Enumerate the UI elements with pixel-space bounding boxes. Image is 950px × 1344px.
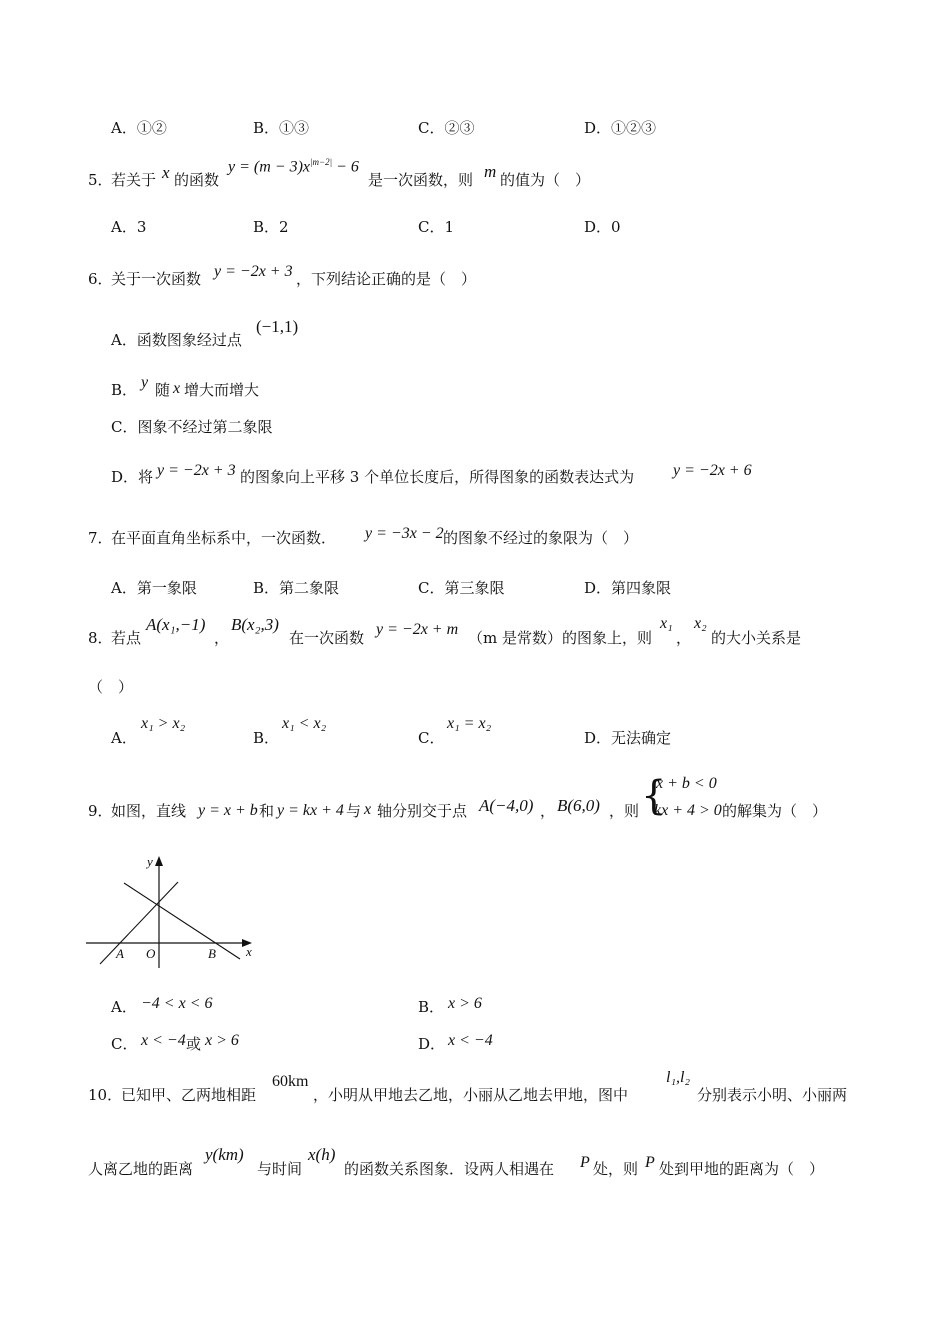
q10-text-1: 已知甲、乙两地相距 bbox=[121, 1086, 257, 1104]
q10-text-2: ，小明从甲地去乙地，小丽从乙地去甲地，图中 bbox=[313, 1086, 629, 1104]
q7-option-c[interactable]: C．第三象限 bbox=[418, 579, 505, 597]
q9-inequality-2: kx + 4 > 0 bbox=[654, 802, 722, 819]
q7-number: 7． bbox=[88, 529, 113, 547]
q8-comma: ， bbox=[214, 629, 230, 647]
q7-option-d[interactable]: D．第四象限 bbox=[584, 579, 672, 597]
q5-text-1: 若关于 bbox=[111, 171, 157, 189]
q9-comma: ， bbox=[540, 802, 556, 820]
q9-option-c-formula-2: x > 6 bbox=[205, 1032, 239, 1049]
q9-option-b[interactable]: B． bbox=[418, 998, 445, 1016]
q6-option-b-tail: 增大而增大 bbox=[184, 381, 260, 399]
q6-option-a-point: (−1,1) bbox=[256, 317, 299, 336]
q8-option-c[interactable]: C． bbox=[418, 729, 445, 747]
q5-text-4: 的值为（ ） bbox=[500, 171, 591, 189]
q10-line2-text-4: 处，则 bbox=[593, 1160, 639, 1178]
q9-system-brace: { bbox=[641, 773, 667, 819]
q10-lines: l₁,l₂ bbox=[666, 1069, 691, 1086]
q10-y-unit: y(km) bbox=[205, 1145, 244, 1164]
q9-option-c-formula-1: x < −4 bbox=[141, 1032, 186, 1049]
q9-text-1: 如图，直线 bbox=[111, 802, 187, 820]
q8-text-4: 的大小关系是 bbox=[711, 629, 802, 647]
q8-formula: y = −2x + m bbox=[376, 621, 459, 638]
q6-option-c[interactable]: C．图象不经过第二象限 bbox=[111, 418, 273, 436]
q6-option-b[interactable]: B． bbox=[111, 381, 138, 399]
q4-option-b[interactable]: B．①③ bbox=[253, 119, 310, 137]
q8-option-a[interactable]: A． bbox=[111, 729, 137, 747]
q6-option-b-x: x bbox=[173, 380, 181, 397]
q10-p-2: P bbox=[645, 1154, 655, 1171]
q8-text-3: （m 是常数）的图象上，则 bbox=[468, 629, 652, 647]
q9-formula-1: y = x + b bbox=[198, 802, 258, 819]
q5-text-2: 的函数 bbox=[174, 171, 220, 189]
q8-point-a: A(x₁,−1) bbox=[146, 615, 206, 634]
q9-graph-line-1 bbox=[100, 882, 178, 964]
q9-graph-b-label: B bbox=[208, 946, 216, 961]
q9-option-a[interactable]: A． bbox=[111, 998, 137, 1016]
q6-option-a[interactable]: A．函数图象经过点 bbox=[111, 331, 242, 349]
q9-graph-a-label: A bbox=[116, 946, 124, 961]
q4-option-a[interactable]: A．①② bbox=[111, 119, 167, 137]
q8-point-b: B(x₂,3) bbox=[231, 615, 279, 634]
q10-text-3: 分别表示小明、小丽两 bbox=[697, 1086, 848, 1104]
q9-number: 9． bbox=[88, 802, 113, 820]
q10-p-1: P bbox=[580, 1154, 590, 1171]
q6-option-d-formula-2: y = −2x + 6 bbox=[673, 462, 752, 479]
q5-var-m: m bbox=[484, 162, 497, 181]
q4-option-d[interactable]: D．①②③ bbox=[584, 119, 657, 137]
q5-var-x: x bbox=[162, 163, 170, 182]
q9-graph-y-arrow bbox=[155, 856, 163, 866]
q4-option-c[interactable]: C．②③ bbox=[418, 119, 475, 137]
q8-x2: x₂ bbox=[694, 615, 707, 632]
q9-option-a-formula: −4 < x < 6 bbox=[141, 995, 213, 1012]
q8-option-b-formula: x₁ < x₂ bbox=[282, 715, 327, 732]
q7-option-b[interactable]: B．第二象限 bbox=[253, 579, 340, 597]
q9-option-d-formula: x < −4 bbox=[448, 1032, 493, 1049]
q7-text-1: 在平面直角坐标系中，一次函数． bbox=[111, 529, 337, 547]
q5-number: 5． bbox=[88, 171, 113, 189]
q9-text-2: 与 bbox=[346, 802, 362, 820]
q9-option-d[interactable]: D． bbox=[418, 1035, 446, 1053]
q5-option-c[interactable]: C．1 bbox=[418, 218, 455, 236]
q7-text-2: 的图象不经过的象限为（ ） bbox=[443, 529, 639, 547]
q9-graph-o-label: O bbox=[146, 946, 156, 961]
q9-inequality-1: x + b < 0 bbox=[656, 775, 717, 792]
q6-option-b-y: y bbox=[141, 374, 149, 391]
q8-option-c-formula: x₁ = x₂ bbox=[447, 715, 492, 732]
q5-text-3: 是一次函数，则 bbox=[368, 171, 474, 189]
q10-line2-text-3: 的函数关系图象．设两人相遇在 bbox=[344, 1160, 555, 1178]
q9-graph-y-label: y bbox=[147, 854, 153, 869]
q6-text-1: 关于一次函数 bbox=[111, 270, 202, 288]
q9-graph-x-label: x bbox=[246, 944, 252, 959]
q9-point-b: B(6,0) bbox=[557, 796, 600, 815]
q9-graph bbox=[80, 848, 270, 972]
q6-formula: y = −2x + 3 bbox=[214, 263, 293, 280]
q10-line2-text-2: 与时间 bbox=[257, 1160, 303, 1178]
q10-distance: 60km bbox=[272, 1073, 309, 1090]
q6-option-d-formula-1: y = −2x + 3 bbox=[157, 462, 236, 479]
q9-option-c-or: 或 bbox=[186, 1035, 202, 1053]
q6-option-d-mid: 的图象向上平移 3 个单位长度后，所得图象的函数表达式为 bbox=[240, 468, 635, 486]
q8-text-2: 在一次函数 bbox=[289, 629, 365, 647]
q8-text-1: 若点 bbox=[111, 629, 142, 647]
q10-x-unit: x(h) bbox=[308, 1145, 336, 1164]
q5-option-b[interactable]: B．2 bbox=[253, 218, 289, 236]
q9-text-4: ，则 bbox=[609, 802, 640, 820]
q9-formula-2: y = kx + 4 bbox=[277, 802, 344, 819]
q9-and: 和 bbox=[259, 802, 275, 820]
q10-line2-text-1: 人离乙地的距离 bbox=[88, 1160, 194, 1178]
q6-option-d[interactable]: D．将 bbox=[111, 468, 154, 486]
q10-line2-text-5: 处到甲地的距离为（ ） bbox=[659, 1160, 825, 1178]
q8-x1: x₁ bbox=[660, 615, 673, 632]
q8-paren: （ ） bbox=[88, 678, 134, 696]
q10-number: 10． bbox=[88, 1086, 123, 1104]
q5-option-d[interactable]: D．0 bbox=[584, 218, 621, 236]
q9-option-b-formula: x > 6 bbox=[448, 995, 482, 1012]
q9-point-a: A(−4,0) bbox=[479, 796, 534, 815]
q7-option-a[interactable]: A．第一象限 bbox=[111, 579, 197, 597]
q9-text-5: 的解集为（ ） bbox=[722, 802, 828, 820]
q5-formula: $y = (m - 3)x^{|m-2|} - 6$ bbox=[228, 157, 359, 176]
q8-comma-2: ， bbox=[676, 629, 692, 647]
q8-option-d[interactable]: D．无法确定 bbox=[584, 729, 672, 747]
q9-option-c[interactable]: C． bbox=[111, 1035, 138, 1053]
q6-text-2: ，下列结论正确的是（ ） bbox=[296, 270, 477, 288]
q6-number: 6． bbox=[88, 270, 113, 288]
q7-formula: y = −3x − 2 bbox=[365, 525, 444, 542]
q8-option-b[interactable]: B． bbox=[253, 729, 280, 747]
q5-option-a[interactable]: A．3 bbox=[111, 218, 147, 236]
q8-number: 8． bbox=[88, 629, 113, 647]
q6-option-b-mid: 随 bbox=[155, 381, 171, 399]
q9-var-x: x bbox=[364, 801, 372, 818]
q9-text-3: 轴分别交于点 bbox=[377, 802, 468, 820]
q8-option-a-formula: x₁ > x₂ bbox=[141, 715, 186, 732]
